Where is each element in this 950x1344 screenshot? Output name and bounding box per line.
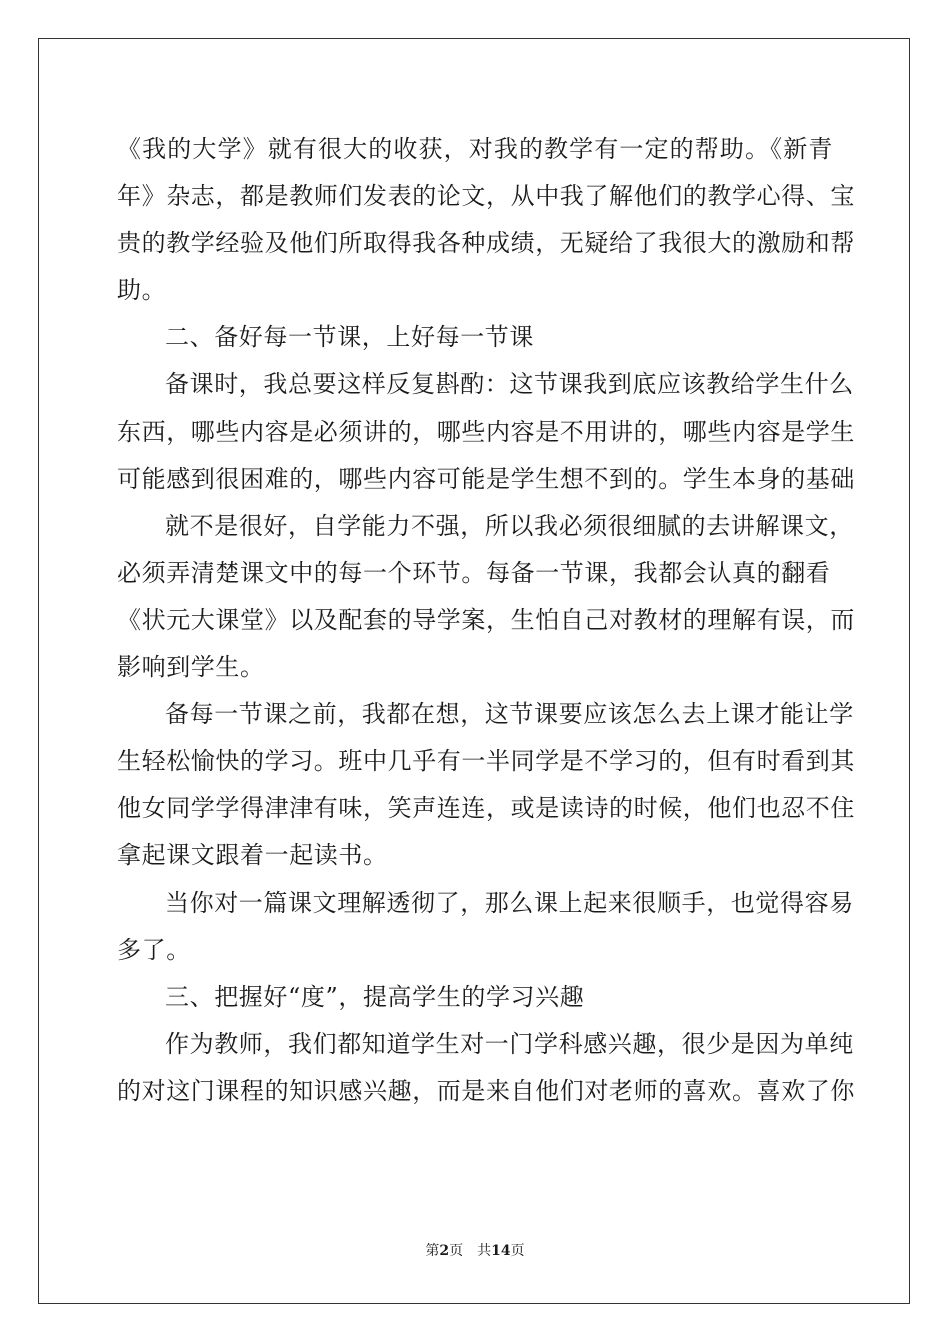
text-line: 《我的大学》就有很大的收获，对我的教学有一定的帮助。《新青 bbox=[117, 135, 833, 163]
text-line: 生轻松愉快的学习。班中几乎有一半同学是不学习的，但有时看到其 bbox=[117, 747, 855, 776]
section-heading: 三、把握好“度”，提高学生的学习兴趣 bbox=[165, 982, 585, 1011]
text-line: 助。 bbox=[117, 276, 167, 305]
text-line: 必须弄清楚课文中的每一个环节。每备一节课，我都会认真的翻看 bbox=[117, 558, 831, 587]
text-line: 他女同学学得津津有味，笑声连连，或是读诗的时候，他们也忍不住 bbox=[117, 794, 855, 823]
text-line: 《状元大课堂》以及配套的导学案，生怕自己对教材的理解有误，而 bbox=[117, 605, 855, 634]
page-footer bbox=[0, 1240, 950, 1260]
text-line: 可能感到很困难的，哪些内容可能是学生想不到的。学生本身的基础 bbox=[117, 464, 855, 493]
text-line: 东西，哪些内容是必须讲的，哪些内容是不用讲的，哪些内容是学生 bbox=[117, 417, 855, 446]
text-line: 多了。 bbox=[117, 935, 191, 964]
text-line: 作为教师，我们都知道学生对一门学科感兴趣，很少是因为单纯 bbox=[165, 1029, 854, 1058]
text-line: 备每一节课之前，我都在想，这节课要应该怎么去上课才能让学 bbox=[165, 700, 854, 729]
section-heading: 二、备好每一节课，上好每一节课 bbox=[165, 323, 534, 352]
text-line: 就不是很好，自学能力不强，所以我必须很细腻的去讲解课文， bbox=[165, 511, 854, 540]
total-suffix: 页 bbox=[510, 1243, 525, 1259]
total-prefix: 共 bbox=[477, 1243, 492, 1259]
text-line: 备课时，我总要这样反复斟酌：这节课我到底应该教给学生什么 bbox=[165, 370, 854, 399]
page-number: 2 bbox=[439, 1243, 450, 1259]
text-line: 贵的教学经验及他们所取得我各种成绩，无疑给了我很大的激励和帮 bbox=[117, 229, 855, 258]
text-line: 当你对一篇课文理解透彻了，那么课上起来很顺手，也觉得容易 bbox=[165, 888, 854, 917]
text-line: 影响到学生。 bbox=[117, 653, 265, 682]
text-line: 拿起课文跟着一起读书。 bbox=[117, 841, 388, 870]
document-body bbox=[117, 126, 855, 1115]
text-line: 的对这门课程的知识感兴趣，而是来自他们对老师的喜欢。喜欢了你 bbox=[117, 1076, 855, 1105]
page-prefix: 第 bbox=[425, 1243, 440, 1259]
page-suffix: 页 bbox=[449, 1243, 464, 1259]
total-pages: 14 bbox=[491, 1243, 511, 1259]
text-line: 年》杂志，都是教师们发表的论文，从中我了解他们的教学心得、宝 bbox=[117, 182, 855, 211]
